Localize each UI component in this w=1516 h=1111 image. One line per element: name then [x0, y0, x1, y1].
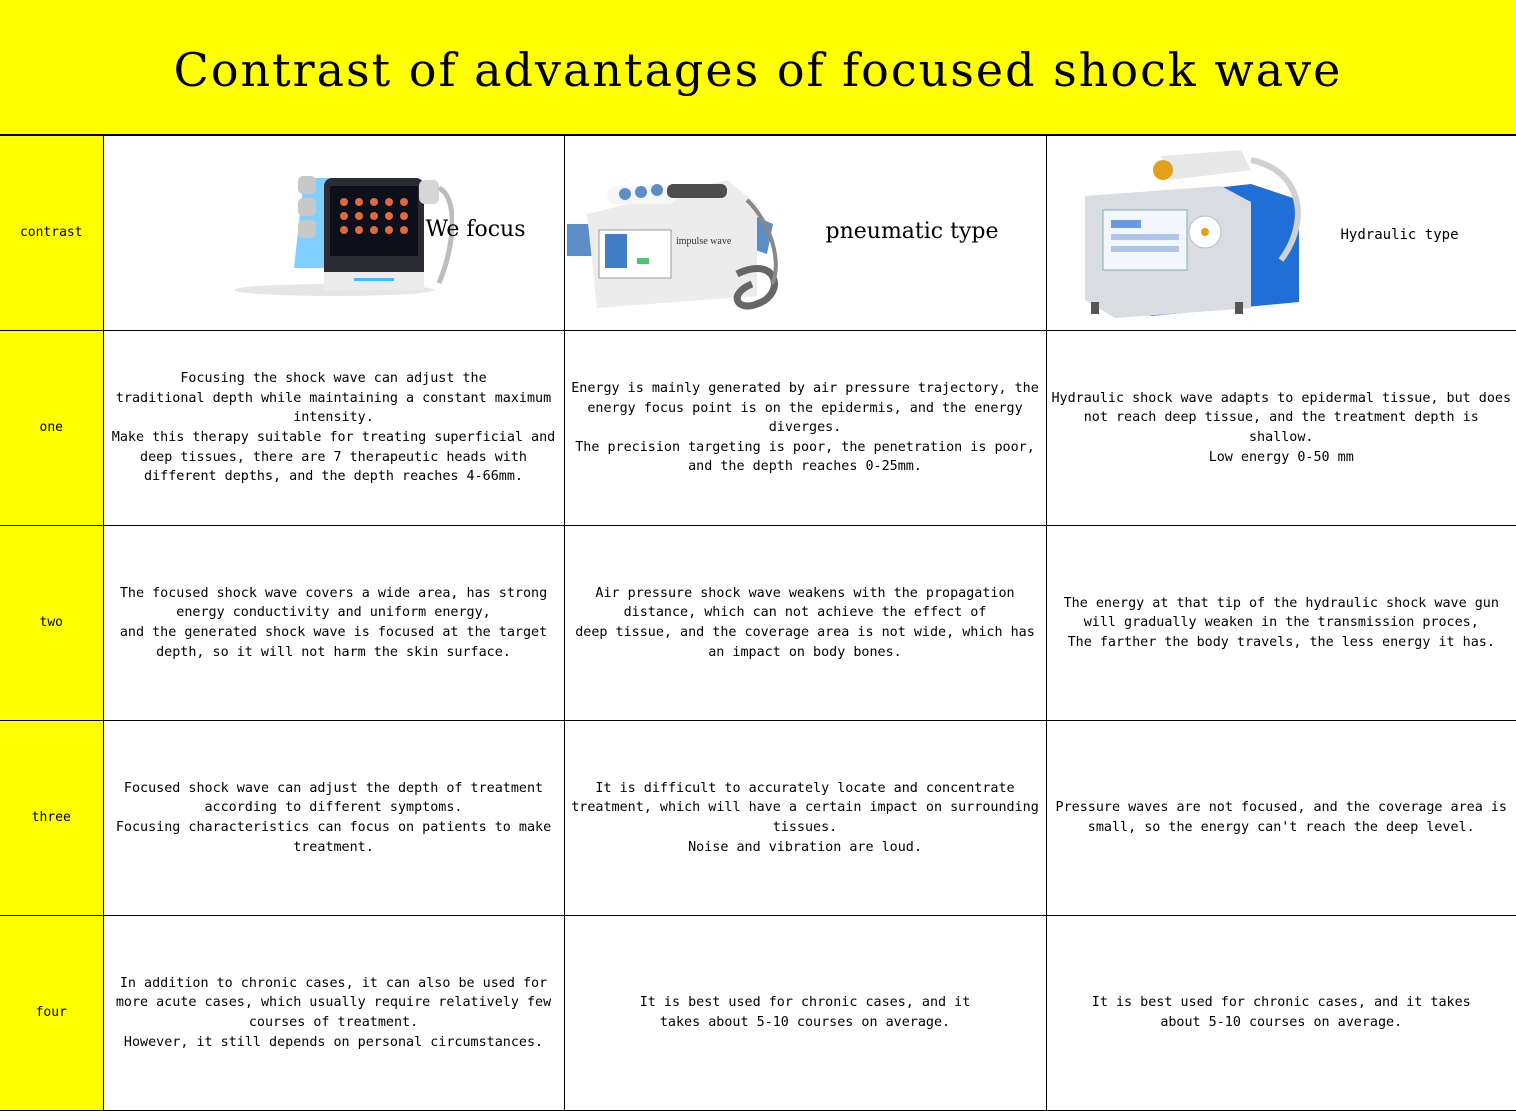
title-band	[0, 0, 1516, 135]
row-label: two	[0, 526, 103, 721]
pneumatic-cell: Air pressure shock wave weakens with the propagation distance, which can not achieve the effect of deep tissue, and the coverage area is not wide, which has an impact on body bones.	[564, 526, 1046, 721]
header-cell-we-focus	[103, 136, 564, 331]
column-name-we-focus: We focus	[425, 217, 526, 242]
row-label-contrast: contrast	[0, 136, 103, 331]
page-title: Contrast of advantages of focused shock wave	[173, 43, 1343, 97]
header-row	[0, 136, 1516, 331]
table-row	[0, 526, 1516, 721]
header-cell-pneumatic	[564, 136, 1046, 331]
header-cell-hydraulic	[1046, 136, 1516, 331]
hydraulic-cell: The energy at that tip of the hydraulic shock wave gun will gradually weaken in the transmission proces, The farther the body travels, the less energy it has.	[1046, 526, 1516, 721]
pneumatic-cell: It is difficult to accurately locate and concentrate treatment, which will have a certain impact on surrounding tissues. Noise and vibration are loud.	[564, 721, 1046, 916]
we-focus-cell: Focusing the shock wave can adjust the traditional depth while maintaining a constant maximum intensity. Make this therapy suitable for treating superficial and deep tissues, there are 7 therapeutic heads with different depths, and the depth reaches 4-66mm.	[103, 331, 564, 526]
table-row	[0, 331, 1516, 526]
column-name-pneumatic: pneumatic type	[825, 219, 999, 244]
we-focus-cell: In addition to chronic cases, it can also be used for more acute cases, which usually require relatively few courses of treatment. However, it still depends on personal circumstances.	[103, 916, 564, 1111]
pneumatic-device-icon	[567, 164, 785, 316]
row-label: one	[0, 331, 103, 526]
svg-text:impulse wave: impulse wave	[675, 236, 731, 247]
column-name-hydraulic: Hydraulic type	[1340, 227, 1459, 243]
hydraulic-device-icon	[1051, 140, 1327, 326]
hydraulic-cell: Hydraulic shock wave adapts to epidermal tissue, but does not reach deep tissue, and the treatment depth is shallow. Low energy 0-50 mm	[1046, 331, 1516, 526]
we-focus-cell: The focused shock wave covers a wide area, has strong energy conductivity and uniform energy, and the generated shock wave is focused at the target depth, so it will not harm the skin surface.	[103, 526, 564, 721]
table-row	[0, 916, 1516, 1111]
focused-shockwave-device-icon	[214, 158, 454, 298]
pneumatic-cell: It is best used for chronic cases, and it takes about 5-10 courses on average.	[564, 916, 1046, 1111]
we-focus-cell: Focused shock wave can adjust the depth of treatment according to different symptoms. Focusing characteristics can focus on patients to make treatment.	[103, 721, 564, 916]
row-label: three	[0, 721, 103, 916]
hydraulic-cell: It is best used for chronic cases, and it takes about 5-10 courses on average.	[1046, 916, 1516, 1111]
row-label: four	[0, 916, 103, 1111]
table-row	[0, 721, 1516, 916]
pneumatic-cell: Energy is mainly generated by air pressure trajectory, the energy focus point is on the epidermis, and the energy diverges. The precision targeting is poor, the penetration is poor, and the depth reaches 0-25mm.	[564, 331, 1046, 526]
hydraulic-cell: Pressure waves are not focused, and the coverage area is small, so the energy can't reach the deep level.	[1046, 721, 1516, 916]
comparison-table	[0, 135, 1516, 1111]
